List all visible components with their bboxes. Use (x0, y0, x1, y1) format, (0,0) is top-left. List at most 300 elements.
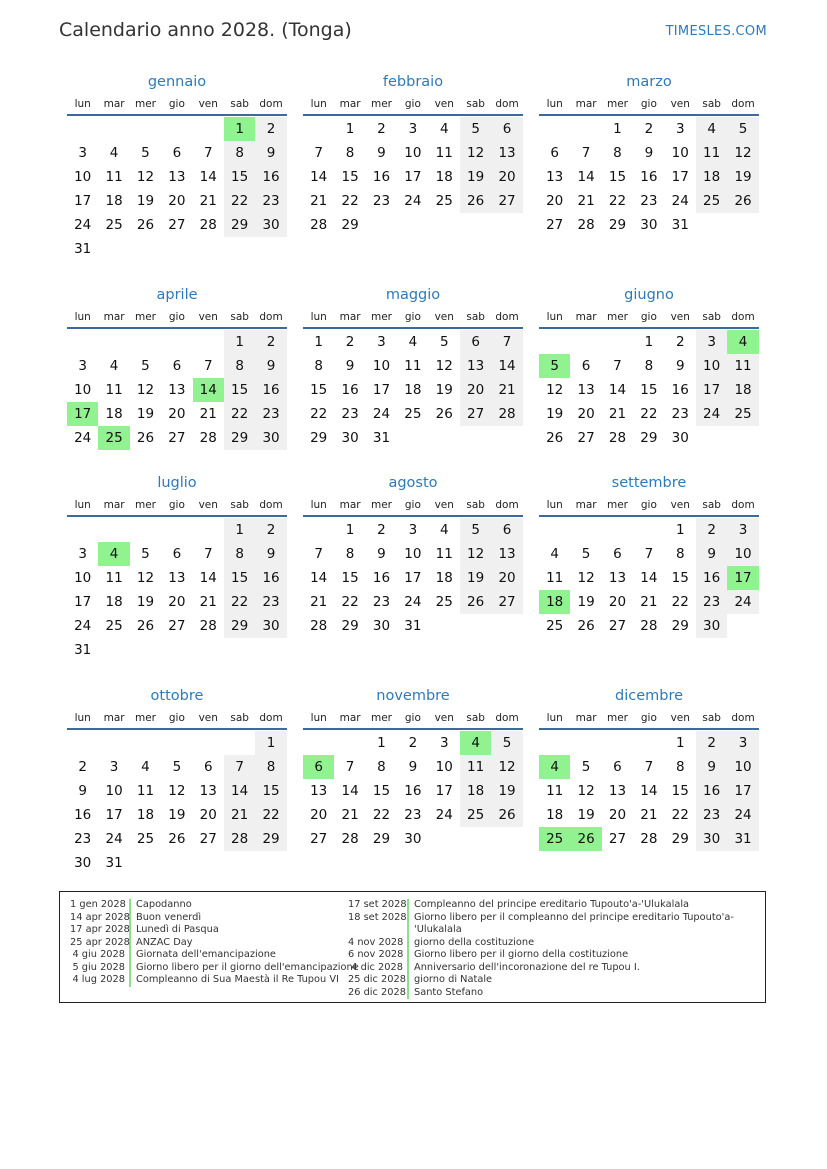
day-cell: 9 (78, 783, 87, 799)
day-cell: 5 (581, 546, 591, 562)
weekday-label: mer (370, 311, 392, 323)
day-cell: 25 (435, 594, 453, 610)
day-cell: 30 (341, 430, 359, 446)
holiday-date: 18 set 2028 (348, 912, 409, 925)
day-cell: 18 (105, 193, 123, 209)
day-cell: 15 (255, 779, 286, 803)
weekday-label: mar (103, 712, 125, 724)
day-cell: 5 (141, 546, 150, 562)
day-cell: 13 (168, 169, 186, 185)
day-cell: 11 (435, 145, 453, 161)
day-cell: 31 (404, 618, 422, 634)
day-cell: 12 (435, 358, 453, 374)
day-cell: 26 (168, 831, 186, 847)
weekday-label: gio (168, 499, 185, 511)
day-cell: 30 (404, 831, 422, 847)
day-cell: 29 (224, 614, 255, 638)
day-cell: 30 (372, 618, 391, 634)
day-grid (539, 329, 759, 450)
day-cell: 24 (105, 831, 123, 847)
brand-link[interactable]: TIMESLES.COM (665, 24, 767, 39)
month-name: agosto (388, 475, 438, 491)
day-cell: 28 (310, 618, 328, 634)
weekday-label: dom (495, 311, 519, 323)
weekday-label: sab (466, 712, 485, 724)
holiday-entry (70, 949, 359, 962)
weekday-label: ven (198, 712, 218, 724)
day-cell: 24 (372, 406, 391, 422)
empty-day-cell (67, 330, 98, 354)
day-cell: 20 (546, 193, 564, 209)
month-maggio (303, 283, 523, 450)
day-cell: 23 (671, 406, 689, 422)
day-cell: 9 (255, 542, 286, 566)
weekday-label: sab (466, 499, 485, 511)
weekday-label: gio (404, 712, 421, 724)
day-cell: 2 (408, 735, 418, 751)
weekday-label: mer (606, 712, 628, 724)
day-cell: 7 (203, 358, 213, 374)
weekday-label: mer (134, 311, 156, 323)
month-gennaio (67, 70, 287, 261)
day-cell: 10 (74, 570, 92, 586)
day-cell: 24 (727, 803, 758, 827)
day-cell: 9 (644, 145, 654, 161)
day-cell: 2 (345, 334, 355, 350)
day-cell: 25 (404, 406, 422, 422)
day-cell: 13 (608, 783, 627, 799)
weekday-header (67, 708, 287, 730)
day-cell: 16 (74, 807, 92, 823)
weekday-label: sab (466, 98, 485, 110)
weekday-label: gio (404, 499, 421, 511)
day-cell: 8 (345, 546, 355, 562)
day-cell: 10 (404, 145, 422, 161)
weekday-label: sab (230, 98, 249, 110)
day-cell: 22 (310, 406, 328, 422)
holiday-entry (70, 924, 359, 937)
empty-day-cell (633, 731, 664, 755)
day-cell: 10 (696, 354, 727, 378)
day-cell: 14 (310, 169, 328, 185)
empty-day-cell (98, 117, 129, 141)
day-cell: 12 (136, 570, 155, 586)
day-cell: 11 (460, 755, 491, 779)
day-cell: 17 (404, 169, 422, 185)
day-cell: 4 (439, 121, 449, 137)
day-cell: 18 (105, 406, 123, 422)
day-cell: 6 (491, 518, 522, 542)
day-cell: 29 (640, 430, 658, 446)
day-cell: 3 (675, 121, 685, 137)
weekday-label: ven (434, 311, 454, 323)
day-cell: 14 (640, 570, 658, 586)
day-cell: 1 (224, 518, 255, 542)
weekday-label: mar (575, 98, 597, 110)
day-cell: 3 (439, 735, 449, 751)
day-cell: 15 (224, 378, 255, 402)
holiday-entry (70, 937, 359, 950)
day-cell: 29 (310, 430, 328, 446)
day-cell: 22 (341, 594, 359, 610)
day-cell: 7 (203, 546, 213, 562)
day-cell: 14 (577, 169, 595, 185)
day-cell: 8 (345, 145, 355, 161)
weekday-label: lun (310, 712, 327, 724)
day-cell: 1 (613, 121, 622, 137)
empty-day-cell (539, 117, 570, 141)
day-cell: 6 (460, 330, 491, 354)
weekday-label: lun (546, 712, 563, 724)
day-cell: 5 (491, 731, 522, 755)
empty-day-cell (602, 330, 633, 354)
day-cell: 20 (168, 594, 186, 610)
day-cell: 21 (577, 193, 595, 209)
day-cell: 20 (460, 378, 491, 402)
empty-day-cell (334, 731, 365, 755)
day-cell: 11 (105, 382, 123, 398)
day-cell: 10 (727, 542, 758, 566)
day-cell: 29 (372, 831, 391, 847)
day-cell: 11 (546, 570, 564, 586)
holiday-entry (348, 974, 734, 987)
day-cell: 7 (613, 358, 622, 374)
weekday-label: ven (434, 712, 454, 724)
day-cell: 14 (491, 354, 522, 378)
day-cell: 9 (696, 542, 727, 566)
day-cell: 26 (435, 406, 453, 422)
empty-day-cell (98, 330, 129, 354)
day-cell: 13 (491, 141, 522, 165)
day-cell: 8 (613, 145, 622, 161)
day-cell: 4 (109, 145, 119, 161)
weekday-label: dom (731, 98, 755, 110)
day-cell: 25 (546, 618, 564, 634)
empty-day-cell (130, 731, 161, 755)
day-cell: 12 (460, 542, 491, 566)
day-cell: 22 (671, 807, 689, 823)
day-cell: 13 (491, 542, 522, 566)
holiday-day-cell: 5 (539, 354, 570, 378)
weekday-label: dom (495, 712, 519, 724)
day-cell: 3 (408, 522, 418, 538)
day-cell: 26 (491, 803, 522, 827)
day-cell: 28 (199, 217, 217, 233)
month-luglio (67, 471, 287, 662)
empty-day-cell (193, 330, 224, 354)
weekday-label: lun (74, 499, 91, 511)
month-settembre (539, 471, 759, 638)
day-cell: 23 (255, 189, 286, 213)
weekday-label: ven (198, 499, 218, 511)
weekday-label: mer (370, 98, 392, 110)
day-cell: 19 (136, 406, 155, 422)
day-cell: 2 (675, 334, 685, 350)
day-cell: 19 (435, 382, 453, 398)
day-cell: 18 (404, 382, 422, 398)
weekday-label: ven (670, 712, 690, 724)
holiday-date: 14 apr 2028 (70, 911, 130, 923)
empty-day-cell (67, 731, 98, 755)
month-giugno (539, 283, 759, 450)
day-cell: 3 (78, 358, 87, 374)
day-cell: 6 (613, 759, 622, 775)
day-cell: 26 (136, 217, 155, 233)
day-cell: 19 (727, 165, 758, 189)
day-cell: 27 (491, 590, 522, 614)
day-cell: 12 (136, 382, 155, 398)
day-cell: 17 (404, 570, 422, 586)
day-cell: 29 (341, 618, 359, 634)
holiday-date: 4 giu 2028 (70, 949, 131, 962)
weekday-label: dom (259, 712, 283, 724)
day-cell: 26 (136, 618, 155, 634)
day-cell: 29 (671, 831, 689, 847)
day-cell: 21 (640, 807, 658, 823)
day-cell: 28 (310, 217, 328, 233)
weekday-label: mer (370, 712, 392, 724)
day-cell: 28 (608, 430, 627, 446)
weekday-label: mar (103, 98, 125, 110)
day-cell: 14 (310, 570, 328, 586)
month-ottobre (67, 684, 287, 875)
day-cell: 6 (172, 145, 182, 161)
holiday-name: Anniversario dell'incoronazione del re Tupou I. (414, 961, 640, 973)
empty-day-cell (98, 731, 129, 755)
day-cell: 27 (546, 217, 564, 233)
day-cell: 9 (675, 358, 685, 374)
month-marzo (539, 70, 759, 237)
weekday-label: sab (702, 712, 721, 724)
day-cell: 29 (608, 217, 627, 233)
day-cell: 28 (199, 430, 217, 446)
day-cell: 23 (696, 803, 727, 827)
day-cell: 15 (671, 783, 689, 799)
weekday-label: mer (134, 499, 156, 511)
day-grid (539, 517, 759, 638)
day-cell: 10 (74, 382, 92, 398)
day-cell: 12 (577, 570, 595, 586)
holiday-entry (348, 962, 734, 975)
weekday-label: sab (230, 311, 249, 323)
day-cell: 18 (460, 779, 491, 803)
holiday-name: Giorno libero per il giorno dell'emancipazione (136, 961, 359, 973)
day-cell: 22 (640, 406, 658, 422)
holiday-list (59, 891, 766, 1003)
weekday-label: lun (74, 311, 91, 323)
weekday-label: dom (731, 499, 755, 511)
day-cell: 8 (377, 759, 386, 775)
month-name: novembre (376, 688, 450, 704)
day-cell: 8 (675, 759, 685, 775)
empty-day-cell (539, 731, 570, 755)
day-cell: 8 (255, 755, 286, 779)
day-cell: 7 (224, 755, 255, 779)
day-cell: 10 (105, 783, 123, 799)
day-cell: 19 (491, 779, 522, 803)
day-cell: 14 (199, 169, 217, 185)
holiday-entry (70, 899, 359, 912)
day-cell: 13 (460, 354, 491, 378)
day-cell: 20 (168, 193, 186, 209)
day-cell: 7 (345, 759, 355, 775)
day-cell: 11 (105, 169, 123, 185)
day-cell: 27 (168, 618, 186, 634)
weekday-label: sab (702, 98, 721, 110)
holiday-day-cell: 25 (98, 426, 129, 450)
day-cell: 28 (640, 618, 658, 634)
day-cell: 19 (460, 566, 491, 590)
day-cell: 5 (439, 334, 449, 350)
month-name: maggio (385, 287, 441, 303)
month-aprile (67, 283, 287, 450)
weekday-label: sab (230, 499, 249, 511)
day-cell: 22 (372, 807, 391, 823)
weekday-label: mer (606, 499, 628, 511)
day-cell: 11 (105, 570, 123, 586)
day-cell: 22 (608, 193, 627, 209)
day-cell: 23 (404, 807, 422, 823)
day-cell: 23 (372, 193, 391, 209)
day-cell: 5 (172, 759, 182, 775)
day-cell: 19 (136, 594, 155, 610)
day-cell: 16 (372, 169, 391, 185)
holiday-day-cell: 17 (727, 566, 758, 590)
day-cell: 31 (105, 855, 123, 871)
day-cell: 24 (435, 807, 453, 823)
day-cell: 27 (199, 831, 217, 847)
day-cell: 3 (78, 546, 87, 562)
day-cell: 17 (74, 193, 92, 209)
holiday-day-cell: 4 (460, 731, 491, 755)
day-cell: 7 (581, 145, 591, 161)
day-cell: 23 (341, 406, 359, 422)
weekday-label: dom (495, 499, 519, 511)
day-cell: 14 (640, 783, 658, 799)
day-cell: 24 (74, 618, 92, 634)
empty-day-cell (303, 518, 334, 542)
weekday-label: sab (466, 311, 485, 323)
day-grid (539, 116, 759, 237)
empty-day-cell (67, 117, 98, 141)
day-cell: 2 (255, 330, 286, 354)
day-cell: 19 (577, 594, 595, 610)
empty-day-cell (570, 117, 601, 141)
day-cell: 28 (491, 402, 522, 426)
day-cell: 27 (310, 831, 328, 847)
day-cell: 12 (168, 783, 186, 799)
holiday-day-cell: 4 (539, 755, 570, 779)
holiday-column-left (70, 899, 359, 987)
day-cell: 21 (224, 803, 255, 827)
day-cell: 5 (727, 117, 758, 141)
weekday-label: dom (731, 311, 755, 323)
day-cell: 1 (644, 334, 654, 350)
weekday-label: sab (230, 712, 249, 724)
day-cell: 20 (199, 807, 217, 823)
day-cell: 3 (377, 334, 386, 350)
day-cell: 13 (608, 570, 627, 586)
day-cell: 8 (224, 354, 255, 378)
day-cell: 31 (74, 241, 92, 257)
day-cell: 21 (640, 594, 658, 610)
day-cell: 28 (577, 217, 595, 233)
weekday-header (303, 94, 523, 116)
day-cell: 12 (491, 755, 522, 779)
empty-day-cell (570, 731, 601, 755)
day-cell: 1 (224, 330, 255, 354)
day-cell: 12 (546, 382, 564, 398)
weekday-label: lun (310, 499, 327, 511)
day-cell: 5 (460, 518, 491, 542)
month-name: dicembre (614, 688, 684, 704)
holiday-date: 17 apr 2028 (70, 924, 130, 935)
empty-day-cell (193, 731, 224, 755)
day-cell: 18 (696, 165, 727, 189)
day-cell: 7 (491, 330, 522, 354)
day-cell: 28 (224, 827, 255, 851)
day-cell: 7 (644, 759, 654, 775)
month-name: ottobre (150, 688, 204, 704)
weekday-label: ven (434, 499, 454, 511)
day-cell: 12 (136, 169, 155, 185)
weekday-label: gio (640, 499, 657, 511)
day-grid (303, 730, 523, 851)
weekday-label: lun (546, 499, 563, 511)
day-cell: 30 (255, 614, 286, 638)
weekday-label: mar (339, 499, 361, 511)
weekday-header (539, 495, 759, 517)
day-cell: 17 (727, 779, 758, 803)
day-cell: 2 (255, 117, 286, 141)
day-cell: 26 (460, 590, 491, 614)
day-cell: 16 (404, 783, 422, 799)
day-cell: 29 (224, 426, 255, 450)
weekday-label: lun (546, 98, 563, 110)
holiday-name: giorno della costituzione (414, 936, 535, 948)
day-cell: 7 (314, 145, 323, 161)
weekday-label: lun (310, 311, 327, 323)
weekday-label: sab (702, 311, 721, 323)
weekday-label: dom (259, 98, 283, 110)
month-dicembre (539, 684, 759, 851)
day-cell: 27 (608, 831, 627, 847)
day-cell: 7 (644, 546, 654, 562)
holiday-name: Compleanno di Sua Maestà il Re Tupou VI (136, 974, 339, 985)
day-cell: 22 (341, 193, 359, 209)
day-cell: 8 (224, 542, 255, 566)
day-cell: 12 (460, 141, 491, 165)
day-cell: 22 (671, 594, 689, 610)
month-agosto (303, 471, 523, 638)
day-cell: 26 (460, 189, 491, 213)
holiday-date: 26 dic 2028 (348, 987, 409, 1000)
day-cell: 21 (341, 807, 359, 823)
day-cell: 21 (199, 406, 217, 422)
holiday-name: Santo Stefano (414, 986, 484, 998)
day-cell: 12 (727, 141, 758, 165)
day-cell: 27 (608, 618, 627, 634)
day-cell: 22 (224, 189, 255, 213)
day-cell: 2 (644, 121, 654, 137)
day-cell: 15 (341, 169, 359, 185)
day-cell: 13 (168, 570, 186, 586)
weekday-label: mar (103, 499, 125, 511)
day-cell: 7 (314, 546, 323, 562)
day-cell: 14 (199, 570, 217, 586)
weekday-label: mar (339, 98, 361, 110)
day-cell: 15 (310, 382, 328, 398)
